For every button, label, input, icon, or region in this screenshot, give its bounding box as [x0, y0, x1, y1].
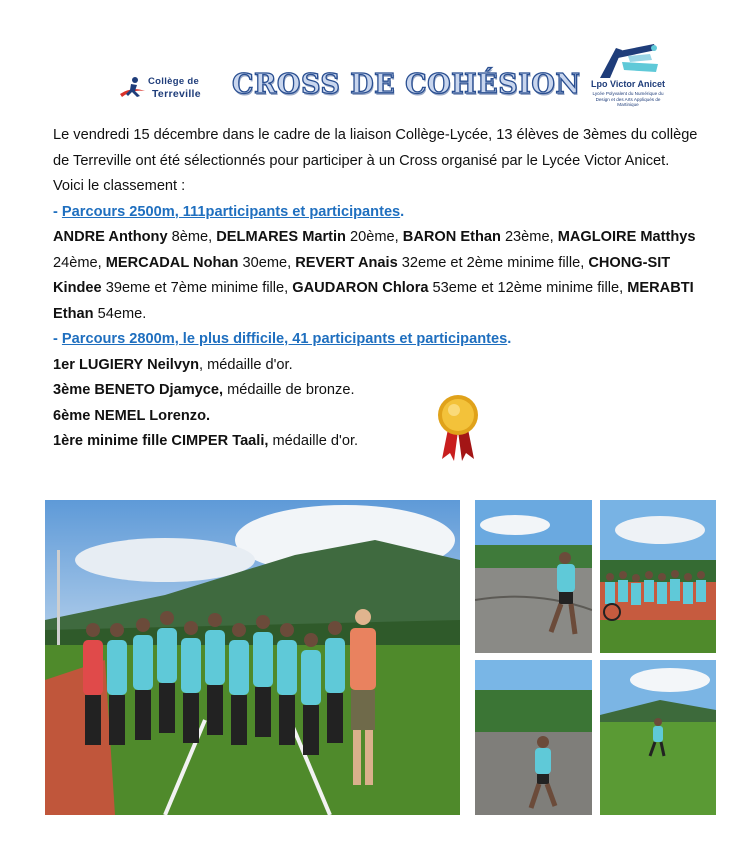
- course2-result: [53, 429, 703, 455]
- course1-dash: -: [53, 203, 62, 220]
- runner-name: BARON Ethan: [402, 229, 501, 245]
- runner-photo-1: [475, 500, 592, 653]
- runner-name: DELMARES Martin: [216, 229, 346, 245]
- lpo-emblem: [592, 42, 662, 80]
- runner-photo-3: [475, 660, 592, 815]
- runner-rank: 8ème,: [167, 229, 217, 245]
- runner-detail: médaille de bronze.: [223, 382, 355, 398]
- runner-rank: 39eme et 7ème minime fille,: [101, 280, 293, 296]
- runners-photo-2: [600, 500, 716, 653]
- runner-name: MERABTI Ethan: [53, 280, 694, 322]
- course2-heading-link[interactable]: Parcours 2800m, le plus difficile, 41 participants et participantes: [61, 331, 508, 347]
- course2-heading-line: [53, 327, 703, 353]
- lycee-logo: [588, 42, 668, 120]
- course1-results: [53, 225, 703, 327]
- runner-rank: 32eme et 2ème minime fille,: [397, 254, 589, 271]
- college-logo: [118, 74, 228, 104]
- runner-detail: médaille d'or.: [268, 433, 359, 449]
- course1-heading-end: .: [400, 203, 405, 220]
- runner-name: 6ème NEMEL Lorenzo.: [53, 407, 211, 424]
- college-runner-logo: [118, 76, 146, 102]
- article-body: [53, 123, 703, 455]
- course2-result: [53, 404, 703, 430]
- runner-name: MERCADAL Nohan: [105, 254, 239, 271]
- runner-name: 1ère minime fille CIMPER Taali,: [53, 433, 269, 449]
- runner-name: ANDRE Anthony: [53, 229, 168, 245]
- runner-name: MAGLOIRE Matthys: [557, 229, 696, 245]
- runner-rank: 24ème,: [53, 254, 106, 271]
- intro-paragraph: Le vendredi 15 décembre dans le cadre de la liaison Collège-Lycée, 13 élèves de 3èmes du collège de Terreville ont été sélectionnés pour participer à un Cross organisé par le Lycée Victor Anicet.: [53, 127, 698, 169]
- course1-heading-line: [53, 200, 703, 226]
- course1-heading-link[interactable]: Parcours 2500m, 111participants et participantes: [61, 203, 401, 220]
- college-logo-line1: Collège de: [148, 76, 200, 87]
- runner-rank: 54eme.: [93, 305, 147, 322]
- runner-photo-4: [600, 660, 716, 815]
- course2-result: [53, 353, 703, 379]
- header: [0, 40, 750, 120]
- runner-detail: , médaille d'or.: [199, 356, 293, 373]
- page-title: CROSS DE COHÉSION: [232, 69, 581, 100]
- medal-icon: [436, 393, 480, 463]
- runner-name: GAUDARON Chlora: [292, 280, 429, 296]
- runner-rank: 20ème,: [345, 229, 403, 245]
- course2-result: [53, 378, 703, 404]
- course2-heading-end: .: [507, 331, 512, 347]
- runner-name: CHONG-SIT Kindee: [53, 254, 671, 296]
- group-photo: [45, 500, 460, 815]
- runner-rank: 30eme,: [238, 254, 296, 271]
- runner-name: REVERT Anais: [295, 254, 398, 271]
- lycee-subtitle: Lycée Polyvalent du Numérique du Design et des Arts Appliqués de Martinique: [592, 91, 664, 107]
- runner-name: 1er LUGIERY Neilvyn: [53, 356, 199, 373]
- college-logo-line2: Terreville: [152, 88, 201, 100]
- runner-name: 3ème BENETO Djamyce,: [53, 382, 224, 398]
- course2-dash: -: [53, 331, 62, 347]
- lycee-name: Lpo Victor Anicet: [590, 79, 665, 89]
- runner-rank: 23ème,: [500, 229, 558, 245]
- ranking-intro: Voici le classement :: [53, 178, 186, 194]
- runner-rank: 53eme et 12ème minime fille,: [428, 280, 628, 296]
